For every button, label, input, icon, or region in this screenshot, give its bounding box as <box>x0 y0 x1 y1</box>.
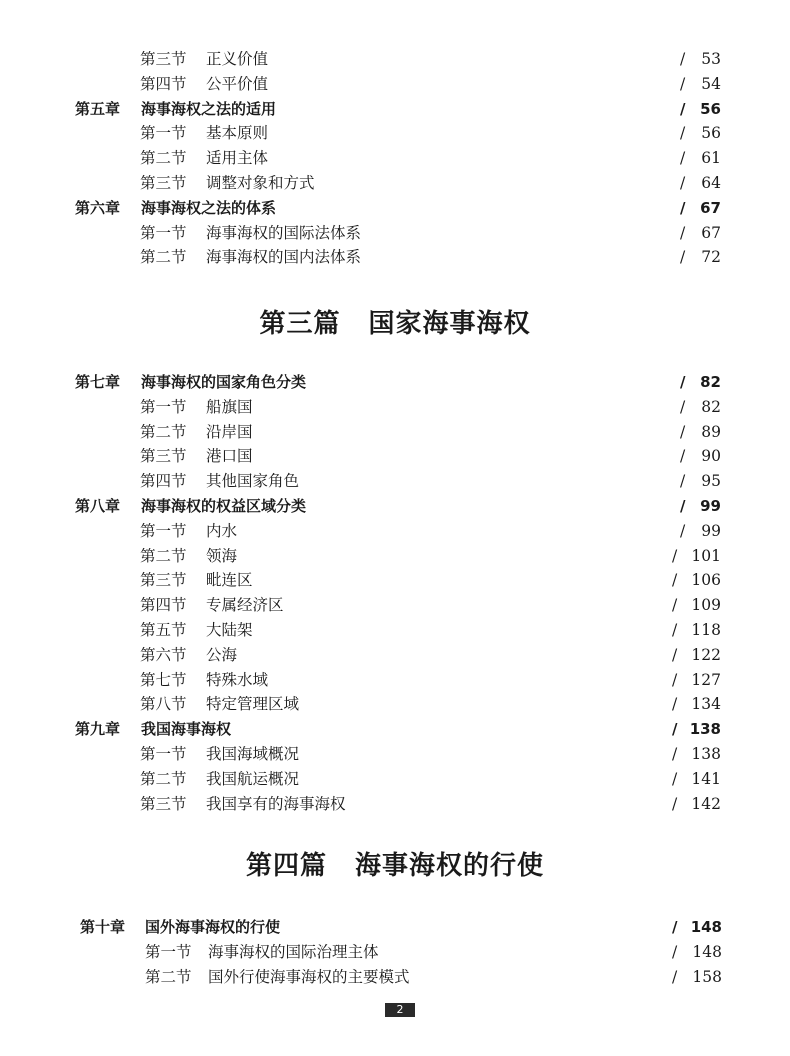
page-number: 61 <box>701 149 721 168</box>
section-title: 其他国家角色 <box>206 472 300 491</box>
section-number: 第三节 <box>140 794 187 813</box>
page-separator: / <box>672 769 678 788</box>
section-title: 船旗国 <box>206 397 253 416</box>
section-title: 沿岸国 <box>206 422 253 441</box>
section-number: 第三节 <box>140 174 187 192</box>
page-separator: / <box>680 124 686 143</box>
toc-section-row <box>0 146 790 170</box>
page-number: 82 <box>700 373 721 391</box>
page-separator: / <box>680 422 686 441</box>
page-separator: / <box>680 149 686 168</box>
page-number: 89 <box>701 422 721 441</box>
section-title: 我国航运概况 <box>206 769 300 788</box>
section-title: 正义价值 <box>206 50 269 68</box>
page-number: 109 <box>691 596 721 615</box>
page-separator: / <box>672 794 678 813</box>
part-number: 第四篇 <box>245 851 327 881</box>
section-number: 第一节 <box>140 745 187 763</box>
section-title: 大陆架 <box>206 621 253 639</box>
page-number: 53 <box>701 50 721 68</box>
page-number: 127 <box>691 670 721 689</box>
part-title: 海事海权的行使 <box>355 851 545 881</box>
chapter-title: 海事海权的国家角色分类 <box>141 373 307 391</box>
page-number: 64 <box>701 174 721 192</box>
toc-section-row <box>0 940 790 964</box>
chapter-number: 第十章 <box>80 918 126 936</box>
toc-section-row <box>0 469 790 493</box>
toc-section-row <box>0 668 790 692</box>
page-number: 56 <box>701 124 721 143</box>
toc-section-row <box>0 444 790 468</box>
chapter-number: 第六章 <box>75 198 121 217</box>
page-separator: / <box>680 74 686 93</box>
section-number: 第六节 <box>140 645 187 664</box>
section-number: 第三节 <box>140 447 187 466</box>
page-separator: / <box>680 198 686 217</box>
section-number: 第八节 <box>140 695 187 714</box>
toc-section-row <box>0 245 790 269</box>
page-number: 56 <box>700 99 721 118</box>
section-number: 第一节 <box>140 521 187 540</box>
page-number: 106 <box>691 571 721 590</box>
toc-section-row <box>0 420 790 444</box>
section-title: 毗连区 <box>206 571 253 590</box>
page-separator: / <box>672 942 678 961</box>
page-number: 141 <box>691 769 721 788</box>
section-title: 适用主体 <box>206 149 269 168</box>
section-title: 港口国 <box>206 447 253 466</box>
section-title: 专属经济区 <box>206 596 284 615</box>
section-title: 我国享有的海事海权 <box>206 794 346 813</box>
toc-chapter-row <box>0 196 790 220</box>
toc-chapter-row <box>0 97 790 121</box>
section-title: 特殊水域 <box>206 670 269 689</box>
page-number: 134 <box>691 695 721 714</box>
page-number: 118 <box>691 621 721 639</box>
toc-section-row <box>0 395 790 419</box>
toc-chapter-row <box>0 717 790 741</box>
section-number: 第四节 <box>140 74 187 93</box>
page-separator: / <box>672 695 678 714</box>
section-number: 第一节 <box>145 942 192 961</box>
page-number: 99 <box>700 497 721 515</box>
section-number: 第五节 <box>140 621 187 639</box>
section-number: 第二节 <box>145 967 192 986</box>
toc-section-row <box>0 742 790 766</box>
toc-section-row <box>0 544 790 568</box>
section-title: 公平价值 <box>206 74 269 93</box>
toc-section-row <box>0 792 790 816</box>
section-title: 国外行使海事海权的主要模式 <box>208 967 410 986</box>
toc-section-row <box>0 519 790 543</box>
page-number: 90 <box>701 447 721 466</box>
chapter-number: 第八章 <box>75 497 121 515</box>
toc-section-row <box>0 221 790 245</box>
page-separator: / <box>672 645 678 664</box>
page-number: 101 <box>691 546 721 565</box>
toc-section-row <box>0 121 790 145</box>
page-separator: / <box>680 50 686 68</box>
section-number: 第三节 <box>140 50 187 68</box>
page-number: 138 <box>691 745 721 763</box>
chapter-title: 我国海事海权 <box>141 720 232 739</box>
toc-section-row <box>0 171 790 195</box>
chapter-number: 第九章 <box>75 720 121 739</box>
part-heading-3 <box>0 303 790 340</box>
page-number: 138 <box>689 720 721 739</box>
page-separator: / <box>672 720 678 739</box>
page-separator: / <box>672 745 678 763</box>
page-number: 158 <box>692 967 722 986</box>
section-number: 第一节 <box>140 124 187 143</box>
toc-section-row <box>0 643 790 667</box>
chapter-number: 第五章 <box>75 99 121 118</box>
section-title: 基本原则 <box>206 124 269 143</box>
toc-section-row <box>0 72 790 96</box>
page-number: 148 <box>692 942 722 961</box>
section-number: 第一节 <box>140 397 187 416</box>
page-separator: / <box>672 571 678 590</box>
part-number: 第三篇 <box>259 309 341 339</box>
page-separator: / <box>672 596 678 615</box>
page-separator: / <box>680 521 686 540</box>
section-number: 第二节 <box>140 248 187 267</box>
section-number: 第四节 <box>140 472 187 491</box>
page-separator: / <box>680 397 686 416</box>
chapter-title: 国外海事海权的行使 <box>145 918 281 936</box>
page-number: 82 <box>701 397 721 416</box>
page-separator: / <box>672 670 678 689</box>
section-title: 海事海权的国内法体系 <box>206 248 362 267</box>
toc-chapter-row <box>0 494 790 518</box>
page-number: 67 <box>701 223 721 242</box>
section-number: 第二节 <box>140 769 187 788</box>
section-number: 第七节 <box>140 670 187 689</box>
page-separator: / <box>680 174 686 192</box>
page-number: 95 <box>701 472 721 491</box>
section-number: 第二节 <box>140 546 187 565</box>
toc-section-row <box>0 965 790 989</box>
page-separator: / <box>680 373 686 391</box>
toc-section-row <box>0 47 790 71</box>
page-number: 54 <box>701 74 721 93</box>
section-title: 调整对象和方式 <box>206 174 315 192</box>
part-heading-4 <box>0 845 790 882</box>
page-number: 142 <box>691 794 721 813</box>
page-separator: / <box>672 967 678 986</box>
page-separator: / <box>672 918 678 936</box>
section-number: 第二节 <box>140 422 187 441</box>
section-title: 特定管理区域 <box>206 695 300 714</box>
toc-section-row <box>0 618 790 642</box>
page-number-badge: 2 <box>385 1003 415 1017</box>
page-separator: / <box>672 621 678 639</box>
toc-section-row <box>0 593 790 617</box>
page-number: 148 <box>690 918 722 936</box>
page-separator: / <box>672 546 678 565</box>
page-separator: / <box>680 248 686 267</box>
section-title: 海事海权的国际法体系 <box>206 223 362 242</box>
section-number: 第三节 <box>140 571 187 590</box>
page-number: 99 <box>701 521 721 540</box>
page-number: 122 <box>691 645 721 664</box>
section-title: 我国海域概况 <box>206 745 300 763</box>
section-number: 第一节 <box>140 223 187 242</box>
chapter-number: 第七章 <box>75 373 121 391</box>
toc-chapter-row <box>0 370 790 394</box>
section-title: 公海 <box>206 645 238 664</box>
section-title: 海事海权的国际治理主体 <box>208 942 379 961</box>
page-separator: / <box>680 472 686 491</box>
section-number: 第二节 <box>140 149 187 168</box>
page-number: 67 <box>700 198 721 217</box>
toc-section-row <box>0 568 790 592</box>
section-title: 内水 <box>206 521 238 540</box>
chapter-title: 海事海权之法的体系 <box>141 198 277 217</box>
toc-section-row <box>0 767 790 791</box>
section-title: 领海 <box>206 546 238 565</box>
chapter-title: 海事海权的权益区域分类 <box>141 497 307 515</box>
toc-chapter-row <box>0 915 790 939</box>
page-separator: / <box>680 497 686 515</box>
toc-section-row <box>0 692 790 716</box>
section-number: 第四节 <box>140 596 187 615</box>
part-title: 国家海事海权 <box>368 309 531 339</box>
chapter-title: 海事海权之法的适用 <box>141 99 277 118</box>
page-separator: / <box>680 99 686 118</box>
page-number: 72 <box>701 248 721 267</box>
page-separator: / <box>680 447 686 466</box>
page-separator: / <box>680 223 686 242</box>
